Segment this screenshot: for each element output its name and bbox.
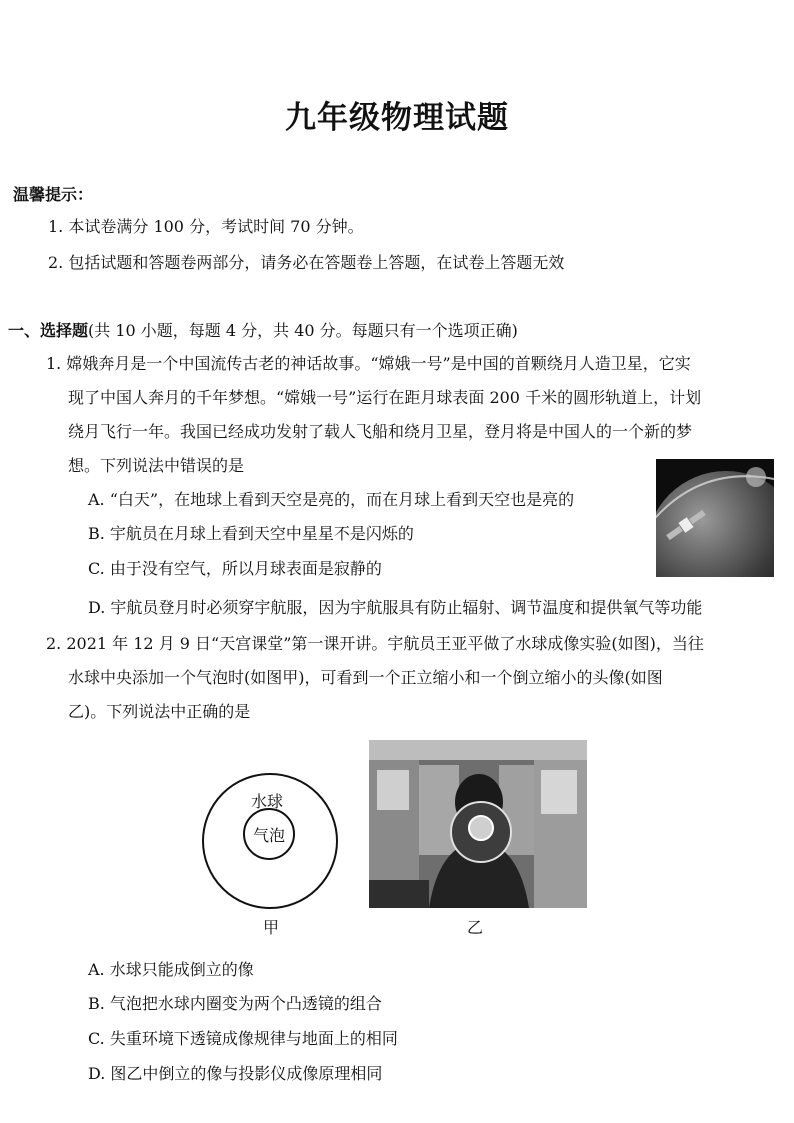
q1-option-a: A. “白天”，在地球上看到天空是亮的，而在月球上看到天空也是亮的: [88, 490, 575, 509]
satellite-photo: [656, 459, 774, 577]
q1-option-c: C. 由于没有空气，所以月球表面是寂静的: [88, 559, 382, 578]
q1-line: 绕月飞行一年。我国已经成功发射了载人飞船和绕月卫星，登月将是中国人的一个新的梦: [68, 422, 693, 441]
figure-caption-right: 乙: [467, 918, 484, 937]
tips-heading: 温馨提示：: [13, 185, 94, 204]
tip-item: 2. 包括试题和答题卷两部分，请务必在答题卷上答题，在试卷上答题无效: [48, 253, 565, 272]
bubble-label: 气泡: [253, 826, 286, 845]
q2-option-c: C. 失重环境下透镜成像规律与地面上的相同: [88, 1029, 398, 1048]
q2-option-d: D. 图乙中倒立的像与投影仪成像原理相同: [88, 1064, 383, 1083]
q1-line: 1. 嫦娥奔月是一个中国流传古老的神话故事。“嫦娥一号”是中国的首颗绕月人造卫星，它实: [46, 354, 691, 373]
tip-item: 1. 本试卷满分 100 分，考试时间 70 分钟。: [48, 217, 364, 236]
q1-option-d: D. 宇航员登月时必须穿宇航服，因为宇航服具有防止辐射、调节温度和提供氧气等功能: [88, 598, 703, 617]
q2-line: 2. 2021 年 12 月 9 日“天宫课堂”第一课开讲。宇航员王亚平做了水球成像实验(如图)，当往: [46, 634, 704, 653]
page-title: 九年级物理试题: [285, 100, 509, 136]
q2-line: 乙)。下列说法中正确的是: [68, 702, 251, 721]
q1-line: 想。下列说法中错误的是: [68, 456, 245, 475]
q2-option-b: B. 气泡把水球内圈变为两个凸透镜的组合: [88, 994, 382, 1013]
section-heading: [8, 321, 518, 341]
water-ball-label: 水球: [251, 792, 284, 811]
q2-line: 水球中央添加一个气泡时(如图甲)，可看到一个正立缩小和一个倒立缩小的头像(如图: [68, 668, 663, 687]
section-heading-detail: (共 10 小题，每题 4 分，共 40 分。每题只有一个选项正确): [88, 321, 518, 340]
figure-caption-left: 甲: [263, 918, 280, 937]
q1-option-b: B. 宇航员在月球上看到天空中星星不是闪烁的: [88, 524, 414, 543]
water-ball-photo: [369, 740, 587, 908]
q1-line: 现了中国人奔月的千年梦想。“嫦娥一号”运行在距月球表面 200 千米的圆形轨道上，计划: [68, 388, 702, 407]
section-heading-label: 一、选择题: [8, 321, 89, 340]
q2-option-a: A. 水球只能成倒立的像: [88, 960, 254, 979]
